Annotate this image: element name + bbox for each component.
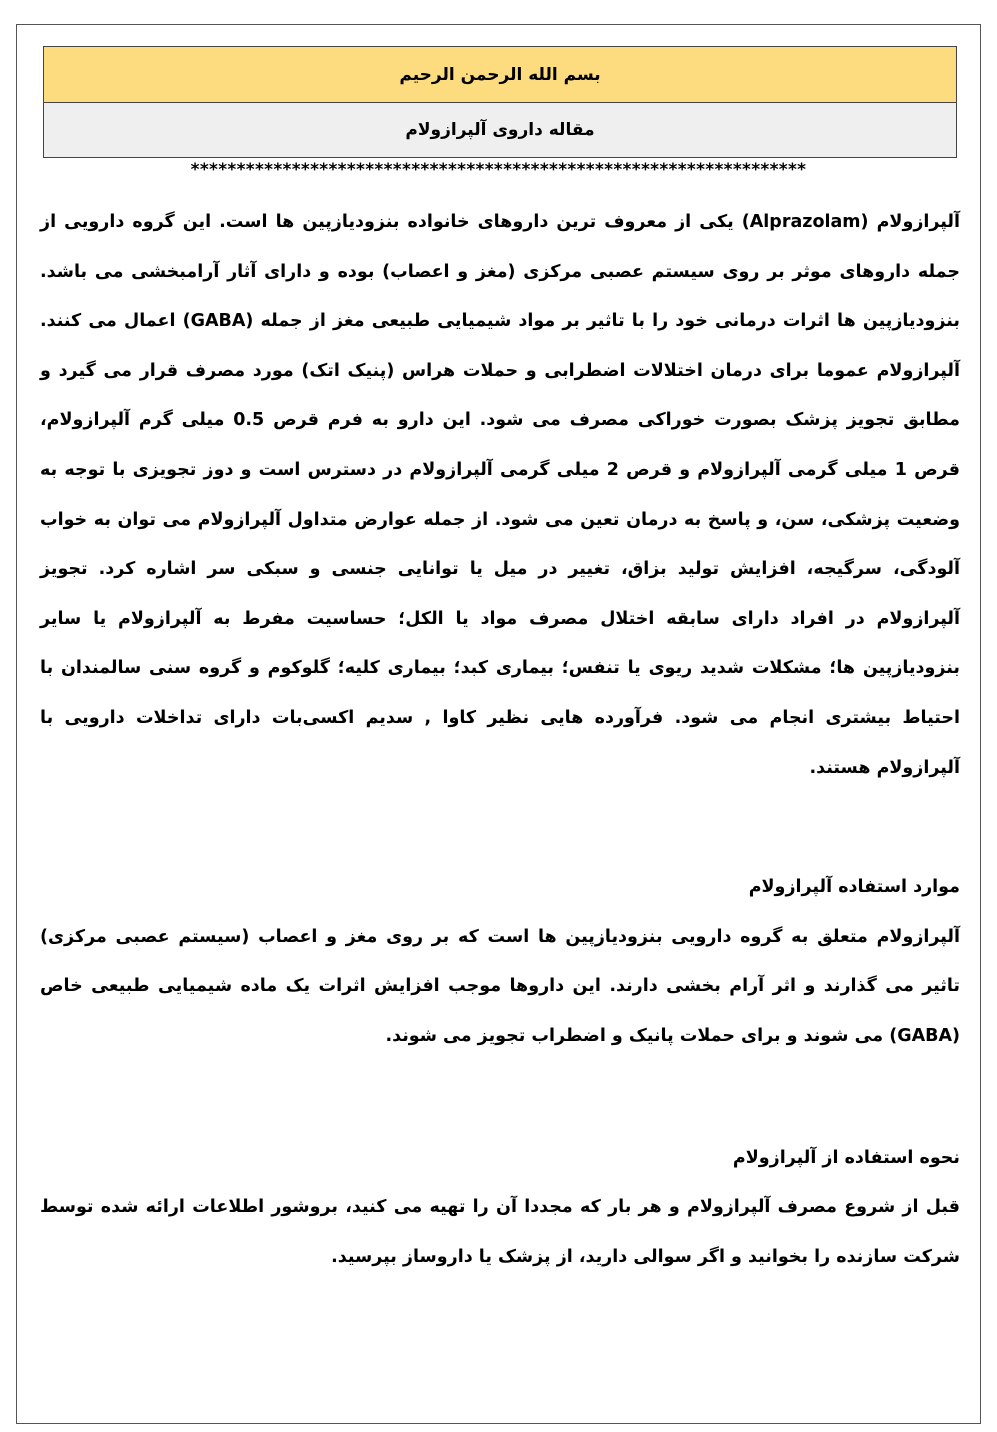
article-title: مقاله داروی آلپرازولام	[44, 103, 956, 157]
uses-paragraph: آلپرازولام متعلق به گروه دارویی بنزودیازپین ها است که بر روی مغز و اعصاب (سیستم عصبی مرکزی) تاثیر می گذارند و اثر آرام بخشی دارند. این داروها موجب افزایش اثرات یک ماده شیمیایی طبیعی خاص (GABA) می شوند و برای حملات پانیک و اضطراب تجویز می شوند.	[40, 926, 960, 1046]
uses-heading: موارد استفاده آلپرازولام	[748, 877, 960, 898]
howto-paragraph: قبل از شروع مصرف آلپرازولام و هر بار که مجددا آن را تهیه می کنید، بروشور اطلاعات ارائه شده توسط شرکت سازنده را بخوانید و اگر سوالی دارید، از پزشک یا داروساز بپرسید.	[40, 1197, 960, 1267]
basmala-heading: بسم الله الرحمن الرحیم	[44, 47, 956, 103]
article-body	[40, 198, 960, 1282]
howto-heading: نحوه استفاده از آلپرازولام	[732, 1147, 960, 1168]
spacer	[40, 1062, 960, 1134]
spacer	[40, 793, 960, 863]
star-separator: *******************************************************************	[190, 160, 807, 180]
header-table	[43, 46, 957, 158]
intro-paragraph: آلپرازولام (Alprazolam) یکی از معروف ترین داروهای خانواده بنزودیازپین ها است. این گروه دارویی از جمله داروهای موثر بر روی سیستم عصبی مرکزی (مغز و اعصاب) بوده و دارای آثار آرامبخشی می باشد. بنزودیازپین ها اثرات درمانی خود را با تاثیر بر مواد شیمیایی طبیعی مغز از جمله (GABA) اعمال می کنند. آلپرازولام عموما برای درمان اختلالات اضطرابی و حملات هراس (پنیک اتک) مورد مصرف قرار می گیرد و مطابق تجویز پزشک بصورت خوراکی مصرف می شود. این دارو به فرم قرص 0.5 میلی گرم آلپرازولام، قرص 1 میلی گرمی آلپرازولام و قرص 2 میلی گرمی آلپرازولام در دسترس است و دوز تجویزی با توجه به وضعیت پزشکی، سن، و پاسخ به درمان تعین می شود. از جمله عوارض متداول آلپرازولام می توان به خواب آلودگی، سرگیجه، افزایش تولید بزاق، تغییر در میل یا توانایی جنسی و سبکی سر اشاره کرد. تجویز آلپرازولام در افراد دارای سابقه اختلال مصرف مواد یا الکل؛ حساسیت مفرط به آلپرازولام یا سایر بنزودیازپین ها؛ مشکلات شدید ریوی یا تنفس؛ بیماری کبد؛ بیماری کلیه؛ گلوکوم و گروه سنی سالمندان با احتیاط بیشتری انجام می شود. فرآورده هایی نظیر کاوا , سدیم اکسی‌بات دارای تداخلات دارویی با آلپرازولام هستند.	[40, 212, 961, 778]
